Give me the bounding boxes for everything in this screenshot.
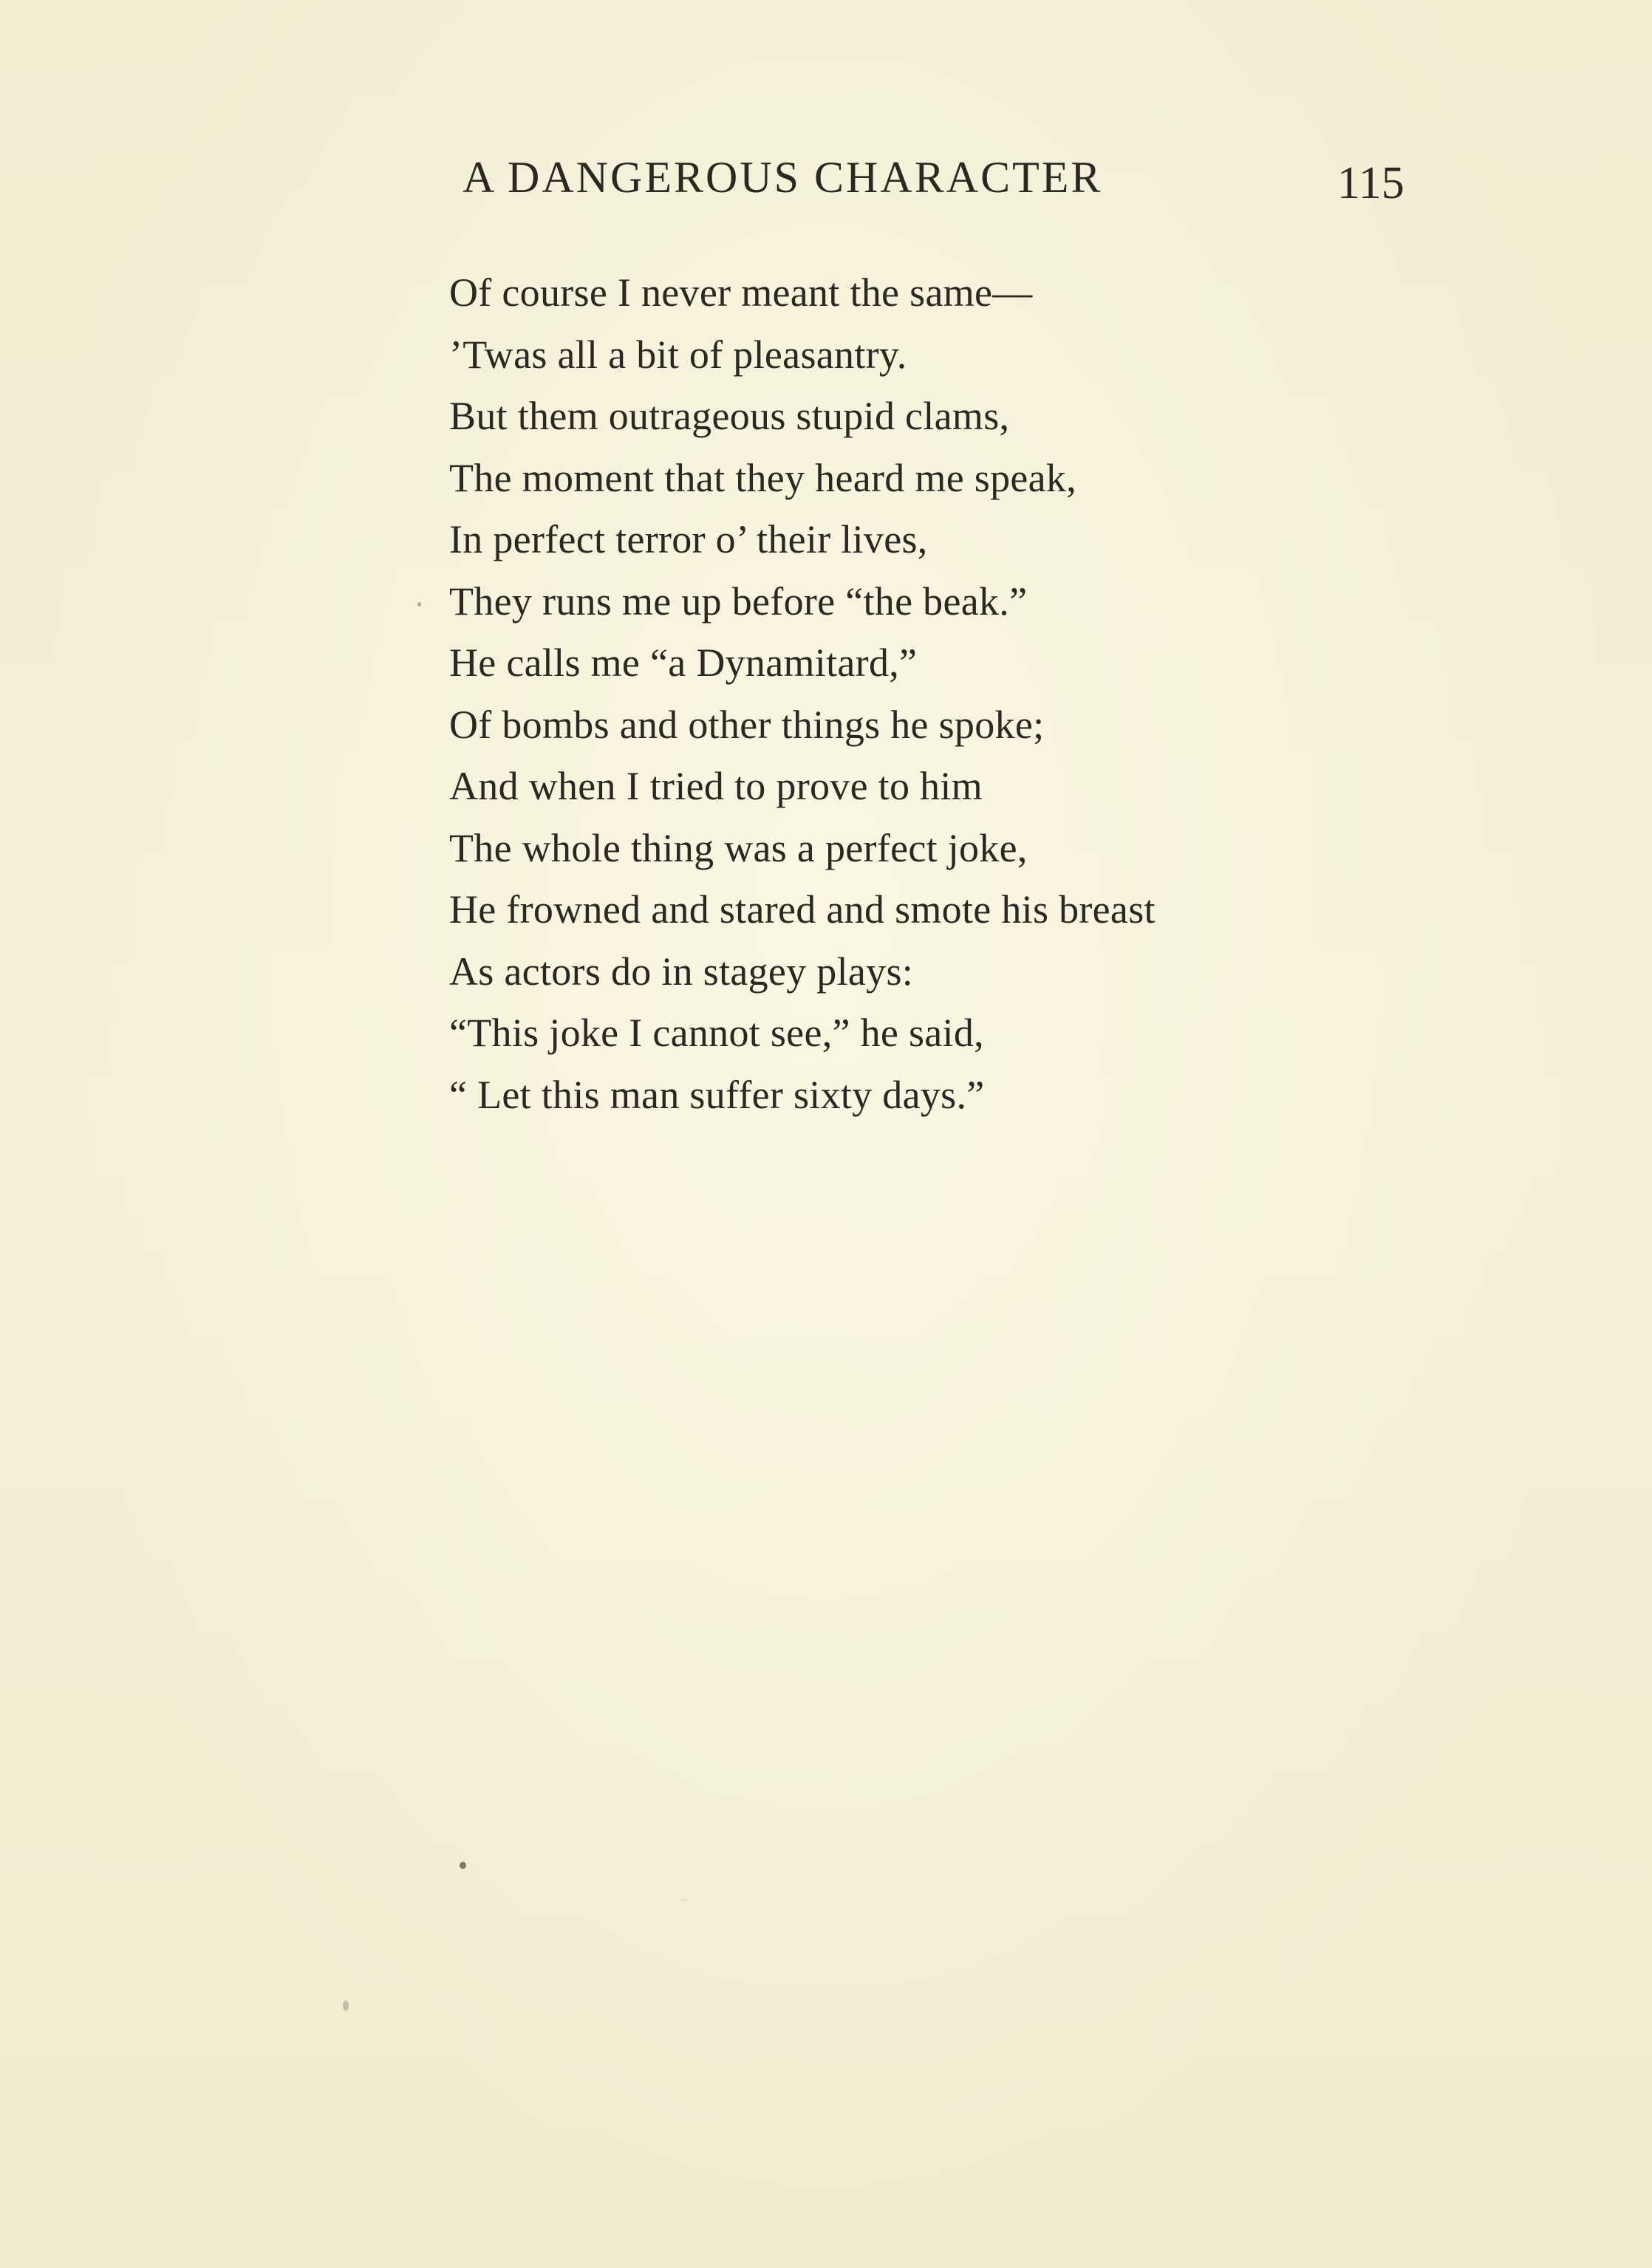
paper-speck (680, 1899, 689, 1902)
poem-line: Of course I never meant the same— (449, 270, 1033, 315)
poem-line: And when I tried to prove to him (449, 764, 983, 808)
poem-line: But them outrageous stupid clams, (449, 394, 1010, 438)
poem-line: He calls me “a Dynamitard,” (449, 641, 918, 685)
poem-line: The whole thing was a perfect joke, (449, 825, 1028, 870)
paper-speck (417, 602, 421, 607)
poem-line: The moment that they heard me speak, (449, 455, 1077, 500)
poem-line: ’Twas all a bit of pleasantry. (449, 332, 907, 377)
running-head (0, 151, 1652, 208)
poem-line: In perfect terror o’ their lives, (449, 517, 928, 561)
poem-line: As actors do in stagey plays: (449, 949, 914, 994)
poem-line: “This joke I cannot see,” he said, (449, 1011, 984, 1055)
paper-speck (460, 1862, 466, 1869)
poem (449, 262, 1336, 1126)
poem-line: “ Let this man suffer sixty days.” (449, 1072, 985, 1117)
paper-speck (343, 2001, 349, 2011)
poem-line: Of bombs and other things he spoke; (449, 702, 1045, 747)
poem-line: They runs me up before “the beak.” (449, 578, 1028, 624)
page-number: 115 (1337, 158, 1404, 208)
running-title: A DANGEROUS CHARACTER (463, 153, 1103, 202)
poem-line: He frowned and stared and smote his breast (449, 887, 1156, 932)
